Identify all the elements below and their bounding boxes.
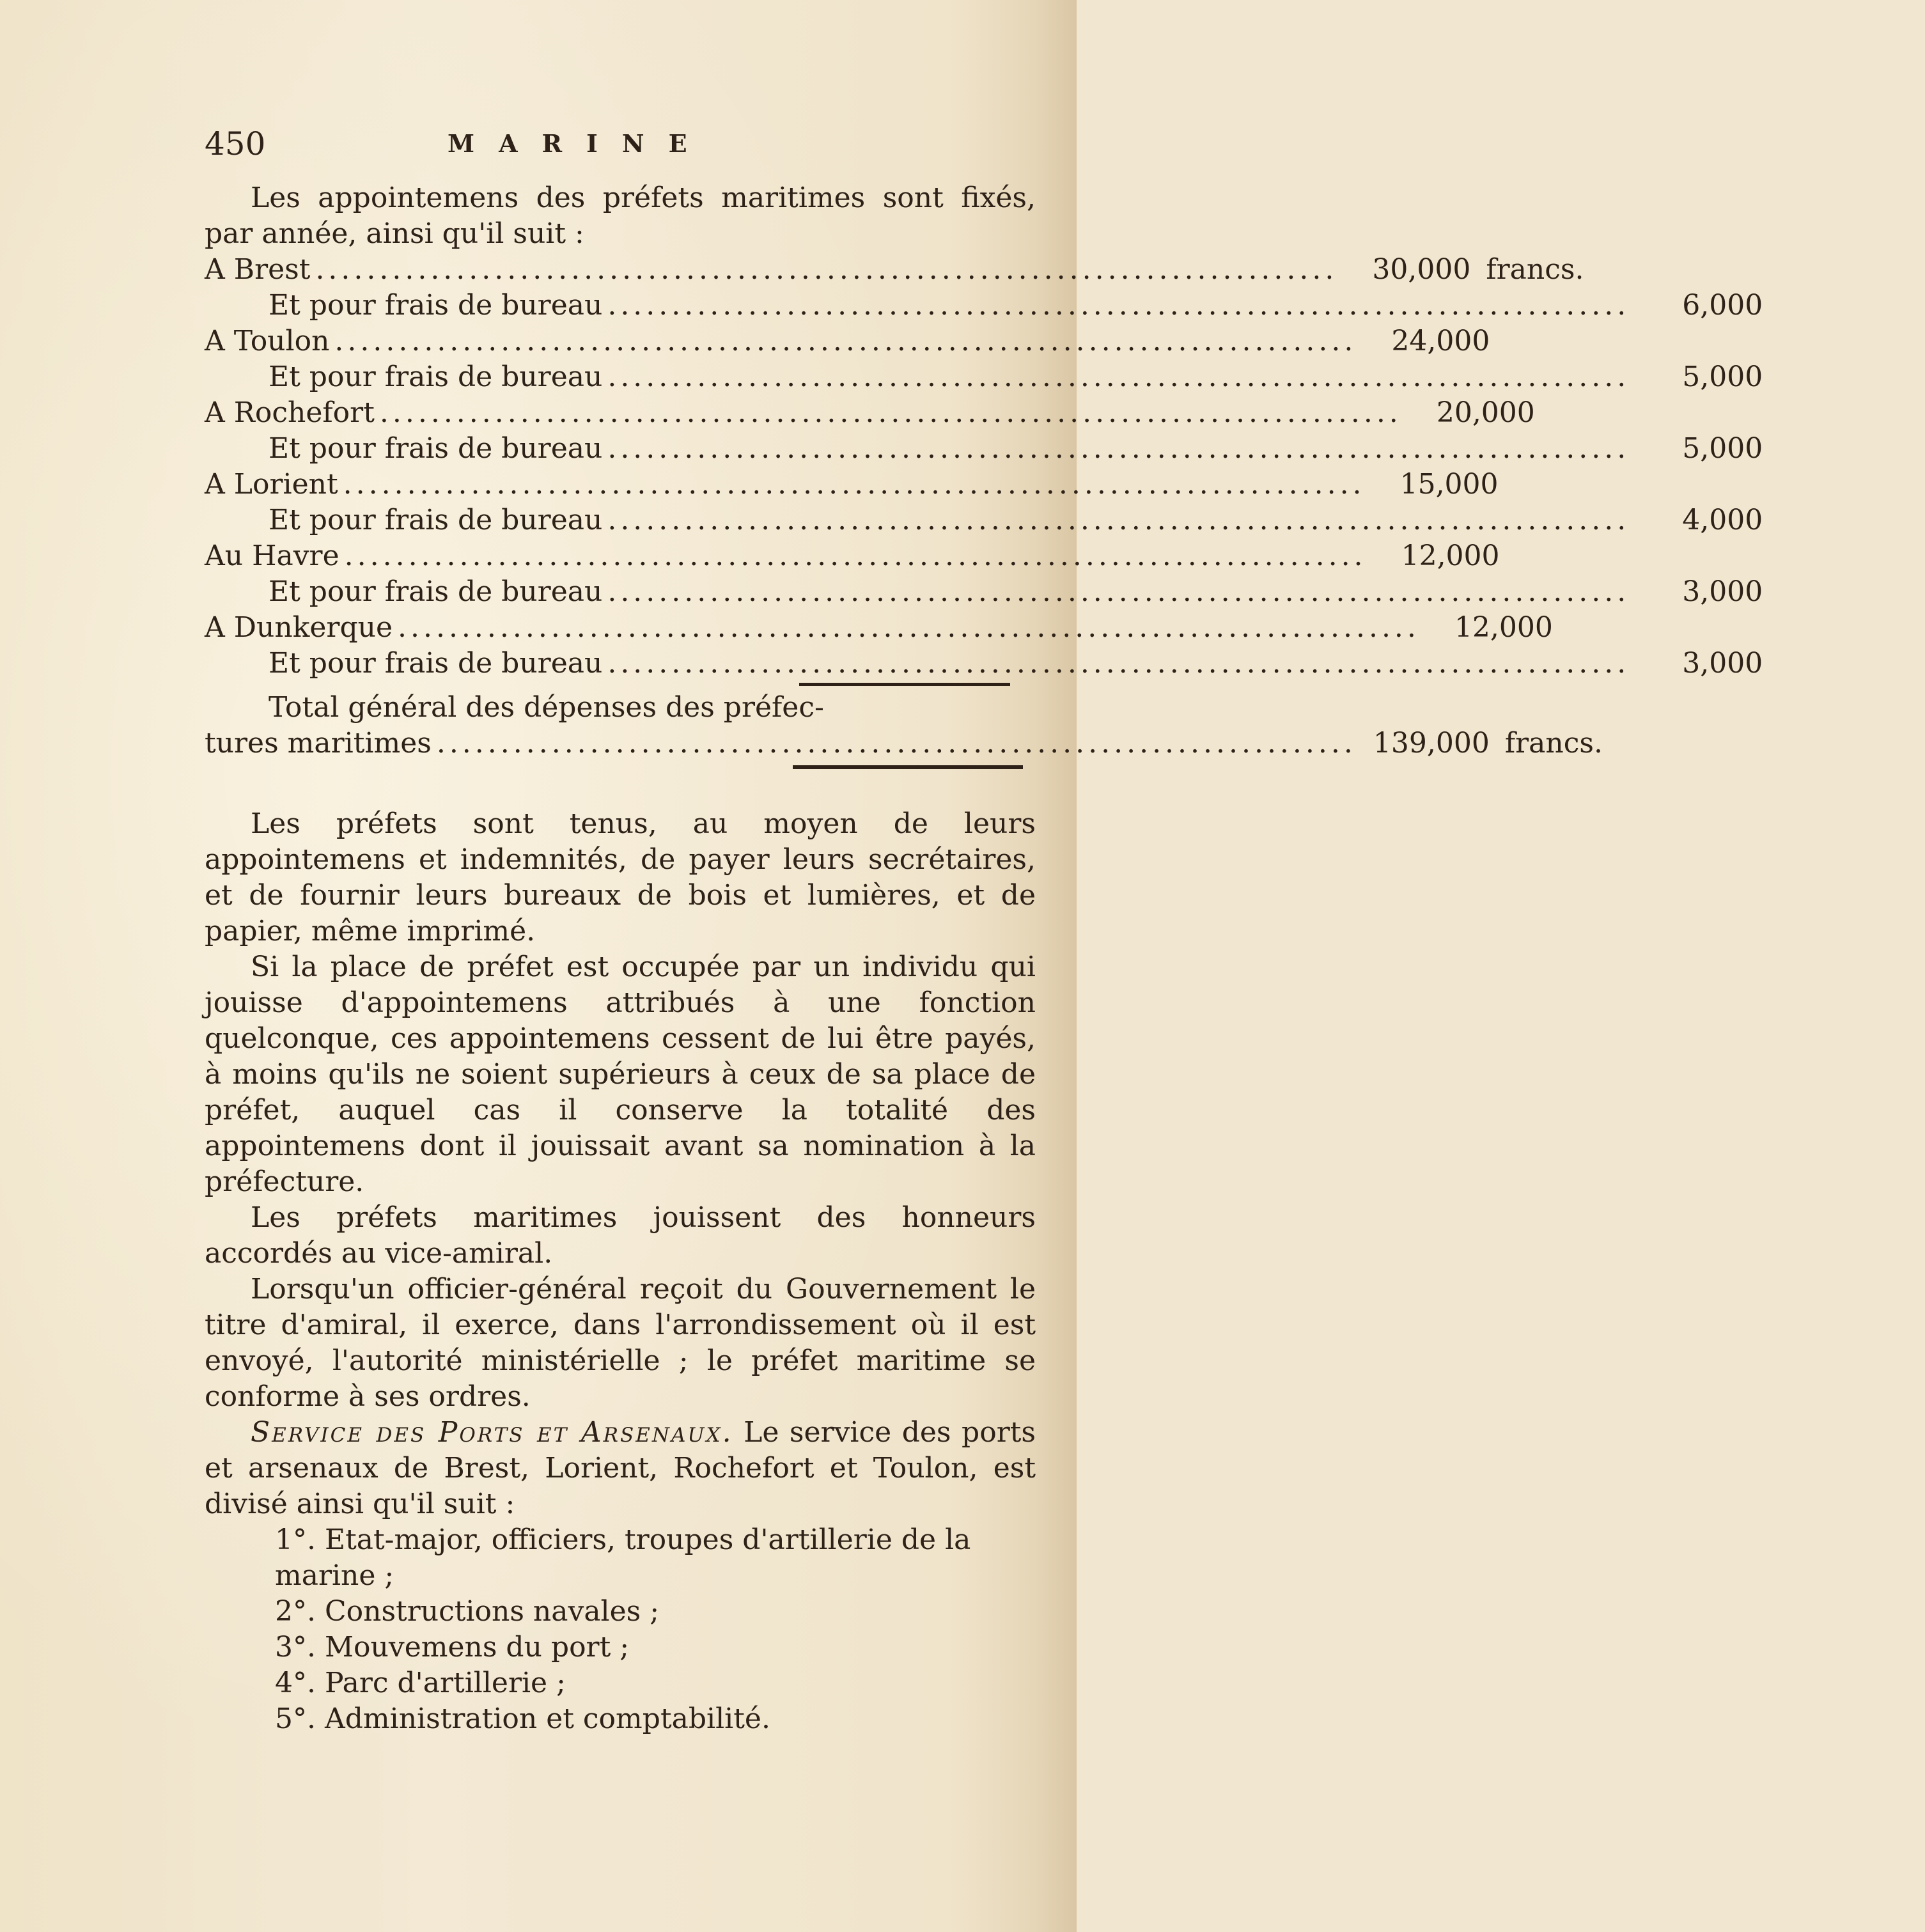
- paragraph-service: [205, 1415, 1036, 1522]
- leader-dots: ................................................................................: [343, 468, 1366, 501]
- page-body: [205, 180, 1763, 1737]
- salary-label: Et pour frais de bureau: [269, 504, 603, 536]
- salary-unit: [1490, 323, 1652, 359]
- salary-unit: francs.: [1486, 253, 1584, 286]
- office-costs-row: [205, 574, 1763, 610]
- paragraph-double-salary: Si la place de préfet est occupée par un individu qui jouisse d'appointemens attribués à une fonction quelconque, ces appointemens cessent de lui être payés, à moins qu'ils ne soient supérieurs à ceux de sa place de préfet, auquel cas il conserve la totalité des appointemens dont il jouissait avant sa nomination à la préfecture.: [205, 951, 1036, 1198]
- salary-unit: [1553, 610, 1715, 646]
- paragraph-admiral: Lorsqu'un officier-général reçoit du Gouvernement le titre d'amiral, il exerce, dans l'arrondissement où il est envoyé, l'autorité ministérielle ; le préfet maritime se conforme à ses ordres.: [205, 1273, 1036, 1413]
- salary-label: A Dunkerque: [205, 611, 393, 644]
- leader-dots: ................................................................................: [607, 575, 1630, 608]
- city-salary-row: [205, 610, 1553, 646]
- salary-unit: [1535, 395, 1697, 431]
- salary-unit: [1763, 574, 1925, 610]
- salary-amount: 12,000: [1454, 611, 1553, 644]
- salary-amount: 12,000: [1401, 540, 1500, 572]
- city-salary-row: [205, 323, 1490, 359]
- leader-dots: ................................................................................: [398, 611, 1420, 644]
- salary-label: A Brest: [205, 253, 311, 286]
- salary-amount: 5,000: [1682, 361, 1763, 393]
- salary-unit: [1763, 646, 1925, 682]
- salary-amount: 30,000: [1372, 253, 1471, 286]
- running-title: MARINE: [448, 129, 712, 158]
- salary-amount: 4,000: [1682, 504, 1763, 536]
- salary-label: Et pour frais de bureau: [269, 361, 603, 393]
- salary-label: Au Havre: [205, 540, 339, 572]
- total-row: [205, 726, 1603, 761]
- total-label-line2: tures maritimes: [205, 727, 432, 760]
- salary-amount: 5,000: [1682, 432, 1763, 465]
- leader-dots: ................................................................................: [344, 540, 1367, 572]
- list-item: 2°. Constructions navales ;: [275, 1595, 660, 1628]
- salary-label: Et pour frais de bureau: [269, 289, 603, 322]
- office-costs-row: [205, 502, 1763, 538]
- paragraph-secretaries: Les préfets sont tenus, au moyen de leurs appointemens et indemnités, de payer leurs secrétaires, et de fournir leurs bureaux de bois et lumières, et de papier, même imprimé.: [205, 807, 1036, 947]
- leader-dots: ................................................................................: [607, 504, 1630, 536]
- office-costs-row: [205, 431, 1763, 467]
- leader-dots: ........................................................................: [436, 727, 1357, 760]
- leader-dots: ................................................................................: [315, 253, 1338, 286]
- total-unit: francs.: [1504, 727, 1603, 760]
- salary-label: Et pour frais de bureau: [269, 432, 603, 465]
- leader-dots: ................................................................................: [334, 325, 1357, 357]
- leader-dots: ................................................................................: [607, 361, 1630, 393]
- total-rule: [793, 765, 1023, 769]
- city-salary-row: [205, 395, 1535, 431]
- leader-dots: ................................................................................: [607, 289, 1630, 322]
- list-item: 4°. Parc d'artillerie ;: [275, 1667, 566, 1699]
- office-costs-row: [205, 646, 1763, 682]
- leader-dots: ................................................................................: [607, 647, 1630, 680]
- city-salary-row: [205, 467, 1499, 502]
- service-text: Le service des ports et arsenaux de Brest, Lorient, Rochefort et Toulon, est divisé ainsi qu'il suit :: [205, 1416, 1036, 1520]
- list-item: 1°. Etat-major, officiers, troupes d'artillerie de la marine ;: [275, 1523, 971, 1592]
- salary-amount: 6,000: [1682, 289, 1763, 322]
- city-salary-row: [205, 538, 1500, 574]
- salary-amount: 20,000: [1436, 396, 1535, 429]
- total-label-line1: Total général des dépenses des préfec-: [269, 691, 824, 724]
- salary-unit: [1499, 467, 1661, 502]
- city-salary-row: [205, 252, 1584, 288]
- salary-unit: [1500, 538, 1662, 574]
- leader-dots: ................................................................................: [607, 432, 1630, 465]
- salary-amount: 24,000: [1391, 325, 1490, 357]
- salary-table: [205, 252, 1763, 682]
- sum-rule: [799, 683, 1010, 686]
- salary-unit: [1763, 502, 1925, 538]
- intro-paragraph: Les appointemens des préfets maritimes sont fixés, par année, ainsi qu'il suit :: [205, 182, 1036, 250]
- page-header: [205, 125, 1048, 170]
- salary-label: Et pour frais de bureau: [269, 647, 603, 680]
- salary-amount: 15,000: [1399, 468, 1499, 501]
- salary-unit: [1763, 431, 1925, 467]
- salary-label: A Lorient: [205, 468, 338, 501]
- salary-label: A Rochefort: [205, 396, 375, 429]
- salary-unit: [1763, 359, 1925, 395]
- salary-amount: 3,000: [1682, 647, 1763, 680]
- list-item: 3°. Mouvemens du port ;: [275, 1631, 630, 1663]
- service-list: [205, 1522, 1036, 1737]
- office-costs-row: [205, 359, 1763, 395]
- page-number: 450: [205, 125, 266, 162]
- office-costs-row: [205, 288, 1763, 323]
- total-amount: 139,000: [1373, 727, 1490, 760]
- salary-label: A Toulon: [205, 325, 330, 357]
- leader-dots: ................................................................................: [379, 396, 1402, 429]
- salary-label: Et pour frais de bureau: [269, 575, 603, 608]
- salary-unit: [1763, 288, 1925, 323]
- section-heading: Service des Ports et Arsenaux.: [251, 1416, 733, 1449]
- list-item: 5°. Administration et comptabilité.: [275, 1702, 770, 1735]
- salary-amount: 3,000: [1682, 575, 1763, 608]
- paragraph-honours: Les préfets maritimes jouissent des honneurs accordés au vice-amiral.: [205, 1201, 1036, 1270]
